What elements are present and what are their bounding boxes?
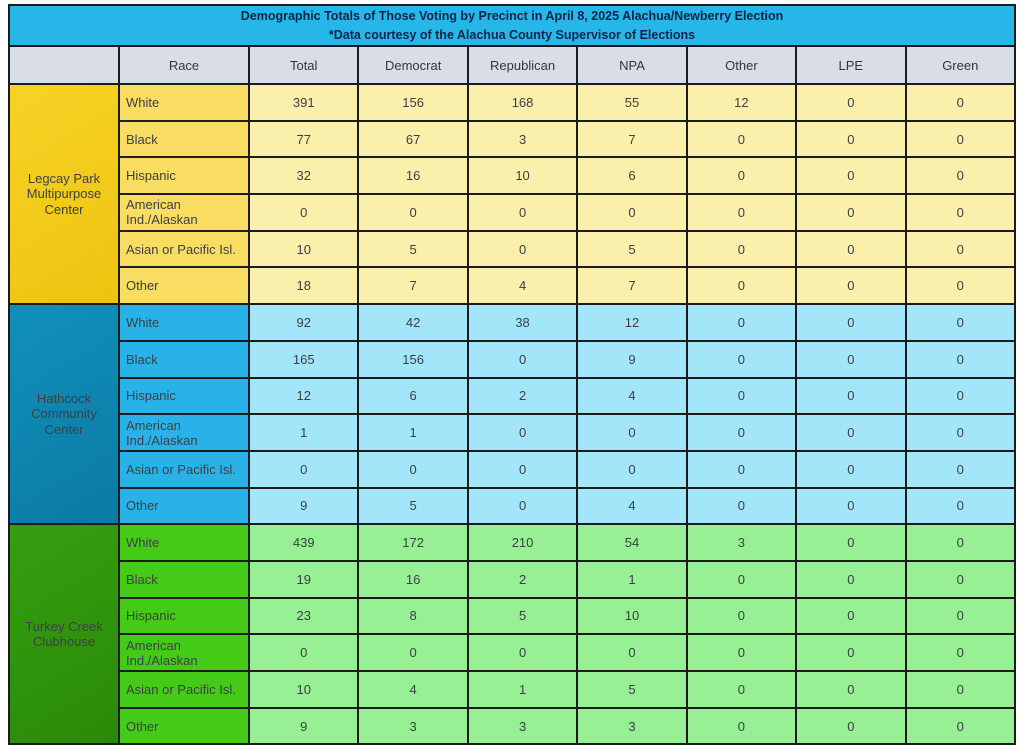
value-cell: 12	[577, 304, 686, 341]
value-cell: 0	[687, 634, 796, 671]
value-cell: 0	[906, 488, 1015, 525]
value-cell: 12	[687, 84, 796, 121]
value-cell: 0	[906, 157, 1015, 194]
column-header-row	[9, 46, 1015, 84]
value-cell: 0	[796, 84, 905, 121]
value-cell: 3	[358, 708, 467, 745]
value-cell: 0	[468, 634, 577, 671]
value-cell: 5	[468, 598, 577, 635]
race-cell: Black	[119, 341, 249, 378]
value-cell: 0	[577, 194, 686, 231]
value-cell: 4	[577, 488, 686, 525]
value-cell: 0	[687, 304, 796, 341]
value-cell: 0	[796, 708, 905, 745]
value-cell: 10	[468, 157, 577, 194]
value-cell: 0	[796, 634, 905, 671]
race-cell: White	[119, 524, 249, 561]
value-cell: 0	[687, 451, 796, 488]
value-cell: 0	[796, 231, 905, 268]
table-row	[9, 634, 1015, 671]
value-cell: 0	[687, 157, 796, 194]
value-cell: 0	[468, 194, 577, 231]
race-cell: White	[119, 84, 249, 121]
table-row	[9, 84, 1015, 121]
value-cell: 0	[358, 194, 467, 231]
table-title-bar	[8, 4, 1016, 47]
demographics-table	[8, 45, 1016, 745]
table-body	[9, 84, 1015, 744]
value-cell: 0	[687, 561, 796, 598]
value-cell: 16	[358, 561, 467, 598]
value-cell: 0	[249, 194, 358, 231]
column-header-total: Total	[249, 46, 358, 84]
race-cell: Other	[119, 708, 249, 745]
precinct-label: Turkey Creek Clubhouse	[9, 524, 119, 744]
value-cell: 7	[358, 267, 467, 304]
value-cell: 0	[687, 121, 796, 158]
value-cell: 4	[468, 267, 577, 304]
value-cell: 0	[796, 157, 905, 194]
value-cell: 0	[906, 194, 1015, 231]
table-row	[9, 121, 1015, 158]
value-cell: 0	[468, 488, 577, 525]
value-cell: 10	[577, 598, 686, 635]
table-row	[9, 341, 1015, 378]
value-cell: 5	[358, 488, 467, 525]
value-cell: 0	[906, 634, 1015, 671]
table-row	[9, 414, 1015, 451]
value-cell: 3	[687, 524, 796, 561]
value-cell: 12	[249, 378, 358, 415]
value-cell: 9	[249, 708, 358, 745]
value-cell: 9	[249, 488, 358, 525]
value-cell: 0	[906, 451, 1015, 488]
table-row	[9, 708, 1015, 745]
value-cell: 16	[358, 157, 467, 194]
value-cell: 2	[468, 378, 577, 415]
value-cell: 10	[249, 671, 358, 708]
value-cell: 6	[358, 378, 467, 415]
table-row	[9, 451, 1015, 488]
race-cell: Asian or Pacific Isl.	[119, 231, 249, 268]
value-cell: 0	[577, 634, 686, 671]
value-cell: 0	[687, 231, 796, 268]
column-header-republican: Republican	[468, 46, 577, 84]
race-cell: Other	[119, 267, 249, 304]
corner-cell	[9, 46, 119, 84]
value-cell: 0	[906, 524, 1015, 561]
column-header-green: Green	[906, 46, 1015, 84]
value-cell: 0	[906, 561, 1015, 598]
precinct-label: Hathcock Community Center	[9, 304, 119, 524]
race-cell: White	[119, 304, 249, 341]
value-cell: 0	[796, 378, 905, 415]
value-cell: 3	[468, 708, 577, 745]
value-cell: 7	[577, 121, 686, 158]
value-cell: 0	[796, 561, 905, 598]
value-cell: 0	[468, 451, 577, 488]
value-cell: 391	[249, 84, 358, 121]
value-cell: 0	[796, 488, 905, 525]
value-cell: 0	[249, 451, 358, 488]
value-cell: 0	[358, 451, 467, 488]
value-cell: 0	[906, 708, 1015, 745]
value-cell: 18	[249, 267, 358, 304]
value-cell: 55	[577, 84, 686, 121]
value-cell: 0	[906, 671, 1015, 708]
table-row	[9, 671, 1015, 708]
value-cell: 0	[906, 267, 1015, 304]
value-cell: 0	[796, 341, 905, 378]
race-cell: American Ind./Alaskan	[119, 414, 249, 451]
value-cell: 0	[687, 671, 796, 708]
value-cell: 156	[358, 341, 467, 378]
value-cell: 4	[358, 671, 467, 708]
value-cell: 38	[468, 304, 577, 341]
value-cell: 7	[577, 267, 686, 304]
value-cell: 168	[468, 84, 577, 121]
value-cell: 3	[577, 708, 686, 745]
value-cell: 0	[796, 194, 905, 231]
value-cell: 0	[468, 341, 577, 378]
table-row	[9, 231, 1015, 268]
value-cell: 0	[906, 121, 1015, 158]
value-cell: 1	[468, 671, 577, 708]
value-cell: 77	[249, 121, 358, 158]
value-cell: 0	[906, 378, 1015, 415]
race-cell: Black	[119, 121, 249, 158]
race-cell: Hispanic	[119, 598, 249, 635]
value-cell: 54	[577, 524, 686, 561]
table-row	[9, 267, 1015, 304]
race-cell: American Ind./Alaskan	[119, 634, 249, 671]
column-header-lpe: LPE	[796, 46, 905, 84]
table-title: Demographic Totals of Those Voting by Precinct in April 8, 2025 Alachua/Newberry Election	[240, 9, 784, 24]
value-cell: 156	[358, 84, 467, 121]
value-cell: 0	[796, 414, 905, 451]
value-cell: 0	[906, 414, 1015, 451]
value-cell: 23	[249, 598, 358, 635]
value-cell: 5	[577, 231, 686, 268]
value-cell: 0	[687, 598, 796, 635]
value-cell: 5	[577, 671, 686, 708]
column-header-npa: NPA	[577, 46, 686, 84]
table-row	[9, 524, 1015, 561]
value-cell: 1	[249, 414, 358, 451]
value-cell: 3	[468, 121, 577, 158]
value-cell: 0	[796, 598, 905, 635]
column-header-democrat: Democrat	[358, 46, 467, 84]
value-cell: 0	[796, 671, 905, 708]
value-cell: 0	[687, 341, 796, 378]
column-header-race: Race	[119, 46, 249, 84]
table-row	[9, 194, 1015, 231]
table-row	[9, 598, 1015, 635]
value-cell: 19	[249, 561, 358, 598]
table-row	[9, 304, 1015, 341]
value-cell: 0	[687, 488, 796, 525]
table-row	[9, 488, 1015, 525]
value-cell: 0	[577, 451, 686, 488]
value-cell: 210	[468, 524, 577, 561]
table-subtitle: *Data courtesy of the Alachua County Supervisor of Elections	[328, 27, 696, 42]
value-cell: 4	[577, 378, 686, 415]
value-cell: 0	[906, 231, 1015, 268]
race-cell: American Ind./Alaskan	[119, 194, 249, 231]
table-row	[9, 157, 1015, 194]
value-cell: 0	[687, 414, 796, 451]
precinct-label: Legcay Park Multipurpose Center	[9, 84, 119, 304]
value-cell: 0	[796, 267, 905, 304]
value-cell: 0	[249, 634, 358, 671]
value-cell: 67	[358, 121, 467, 158]
value-cell: 0	[687, 708, 796, 745]
value-cell: 10	[249, 231, 358, 268]
value-cell: 0	[687, 378, 796, 415]
value-cell: 0	[468, 231, 577, 268]
value-cell: 0	[687, 267, 796, 304]
column-header-other: Other	[687, 46, 796, 84]
value-cell: 8	[358, 598, 467, 635]
value-cell: 0	[796, 304, 905, 341]
value-cell: 165	[249, 341, 358, 378]
value-cell: 0	[906, 304, 1015, 341]
race-cell: Black	[119, 561, 249, 598]
value-cell: 0	[796, 121, 905, 158]
race-cell: Asian or Pacific Isl.	[119, 671, 249, 708]
value-cell: 172	[358, 524, 467, 561]
table-row	[9, 561, 1015, 598]
value-cell: 0	[358, 634, 467, 671]
value-cell: 0	[687, 194, 796, 231]
value-cell: 439	[249, 524, 358, 561]
race-cell: Hispanic	[119, 157, 249, 194]
value-cell: 0	[468, 414, 577, 451]
value-cell: 1	[577, 561, 686, 598]
race-cell: Other	[119, 488, 249, 525]
race-cell: Hispanic	[119, 378, 249, 415]
value-cell: 0	[796, 524, 905, 561]
value-cell: 6	[577, 157, 686, 194]
value-cell: 9	[577, 341, 686, 378]
value-cell: 42	[358, 304, 467, 341]
value-cell: 2	[468, 561, 577, 598]
value-cell: 0	[577, 414, 686, 451]
value-cell: 0	[906, 341, 1015, 378]
value-cell: 0	[906, 598, 1015, 635]
value-cell: 1	[358, 414, 467, 451]
race-cell: Asian or Pacific Isl.	[119, 451, 249, 488]
value-cell: 32	[249, 157, 358, 194]
table-row	[9, 378, 1015, 415]
value-cell: 92	[249, 304, 358, 341]
value-cell: 5	[358, 231, 467, 268]
value-cell: 0	[906, 84, 1015, 121]
value-cell: 0	[796, 451, 905, 488]
